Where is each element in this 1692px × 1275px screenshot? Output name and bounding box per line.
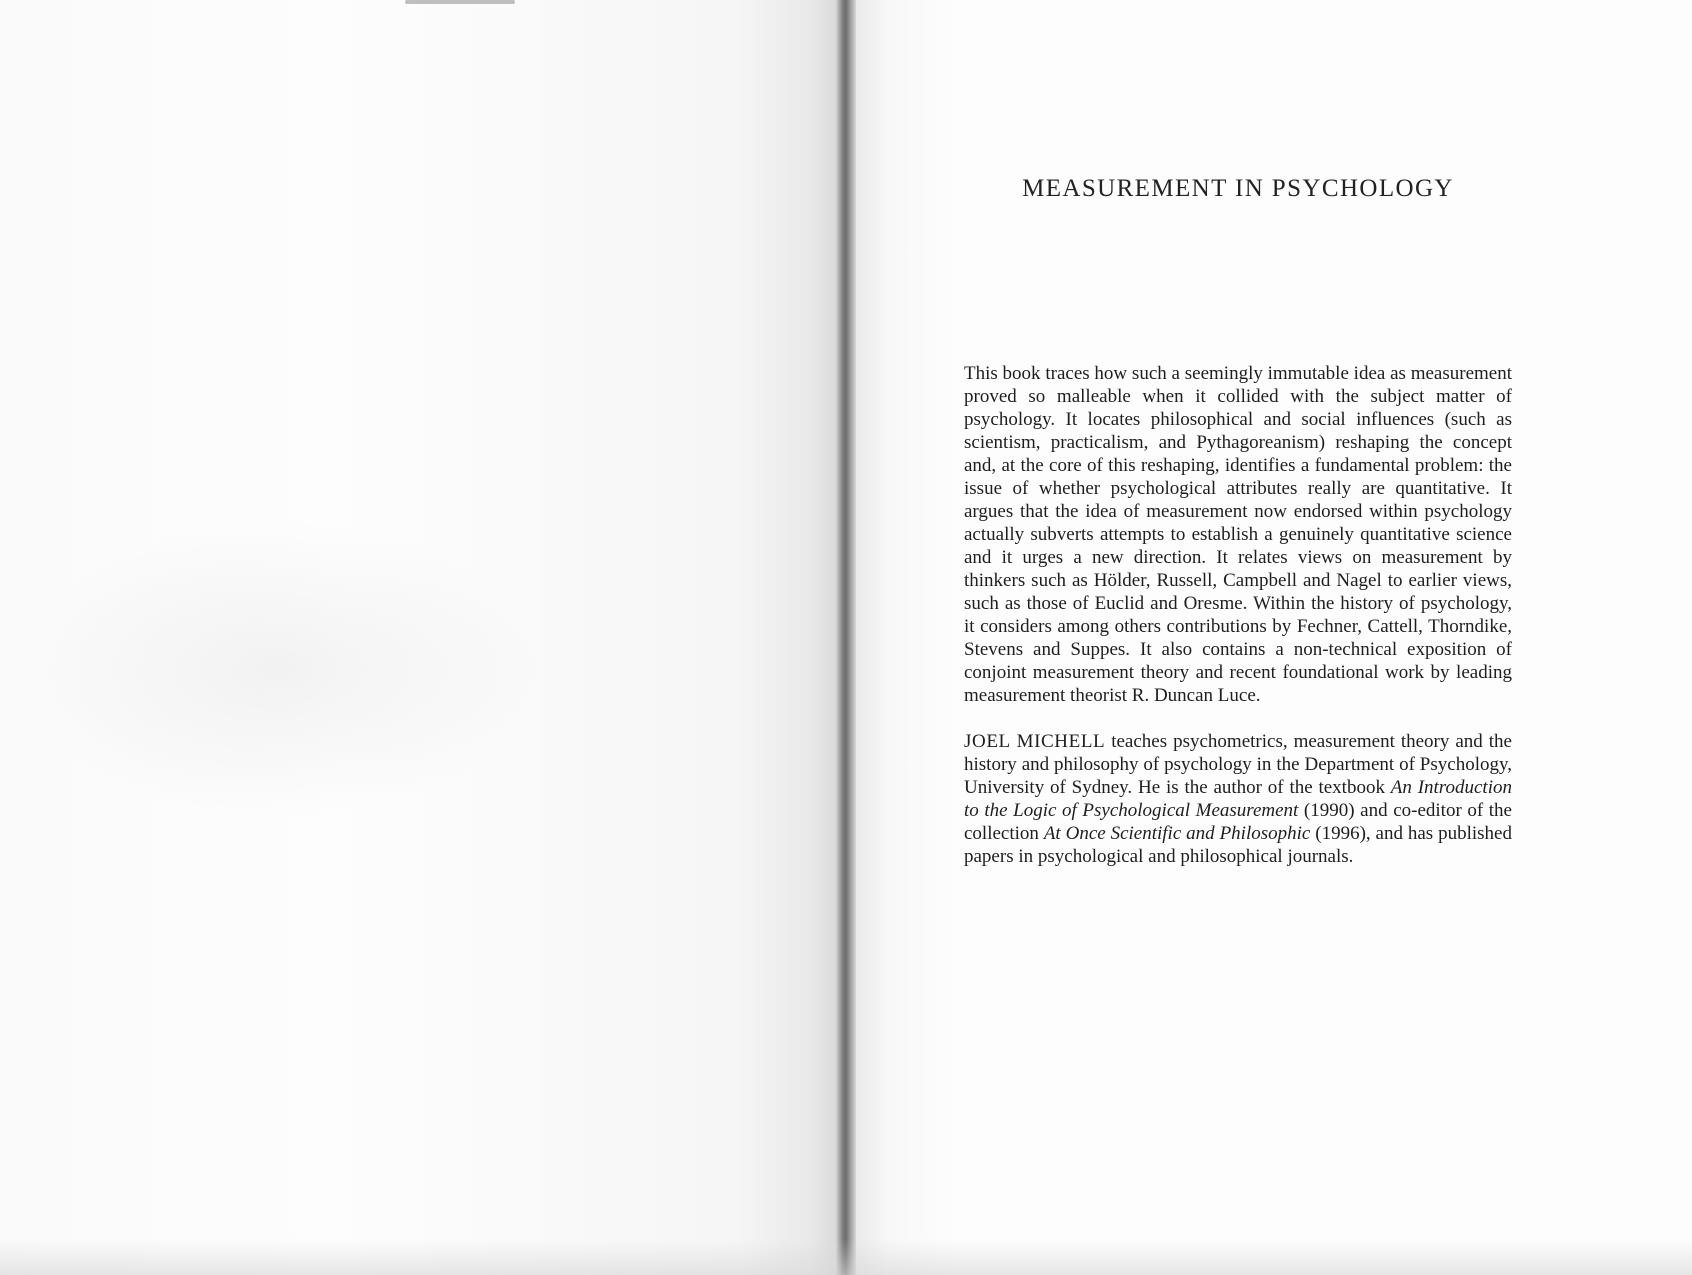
book-gutter bbox=[836, 0, 856, 1275]
page-show-through bbox=[20, 520, 540, 820]
author-name: JOEL MICHELL bbox=[964, 731, 1106, 752]
bio-text-part-2: (1990) and co-editor of the collection bbox=[964, 800, 1512, 844]
bio-text-part-3: (1996), and has published papers in psychological and philosophical journals. bbox=[964, 823, 1512, 867]
left-page-blank bbox=[0, 0, 836, 1275]
book-title-1: An Introduction to the Logic of Psychological Measurement bbox=[964, 777, 1512, 821]
bio-text-part-1: teaches psychometrics, measurement theory and the history and philosophy of psychology in the Department of Psychology, University of Sydney. He is the author of the textbook bbox=[964, 731, 1512, 798]
book-title: MEASUREMENT IN PSYCHOLOGY bbox=[1022, 175, 1454, 202]
book-title-2: At Once Scientific and Philosophic bbox=[1043, 823, 1311, 844]
page-edge-mark bbox=[405, 0, 515, 4]
blurb-text-block bbox=[964, 362, 1512, 868]
scan-bottom-shadow bbox=[0, 1239, 1692, 1275]
author-bio bbox=[964, 730, 1512, 868]
book-description: This book traces how such a seemingly immutable idea as measurement proved so malleable when it collided with the subject matter of psychology. It locates philosophical and social influences (such as scientism, practicalism, and Pythagoreanism) reshaping the concept and, at the core of this reshaping, identifies a fundamental problem: the issue of whether psychological attributes really are quantitative. It argues that the idea of measurement now endorsed within psychology actually subverts attempts to establish a genuinely quantitative science and it urges a new direction. It relates views on measurement by thinkers such as Hölder, Russell, Campbell and Nagel to earlier views, such as those of Euclid and Oresme. Within the history of psychology, it considers among others contributions by Fechner, Cattell, Thorndike, Stevens and Suppes. It also contains a non-technical exposition of conjoint measurement theory and recent foundational work by leading measurement theorist R. Duncan Luce. bbox=[964, 363, 1512, 706]
